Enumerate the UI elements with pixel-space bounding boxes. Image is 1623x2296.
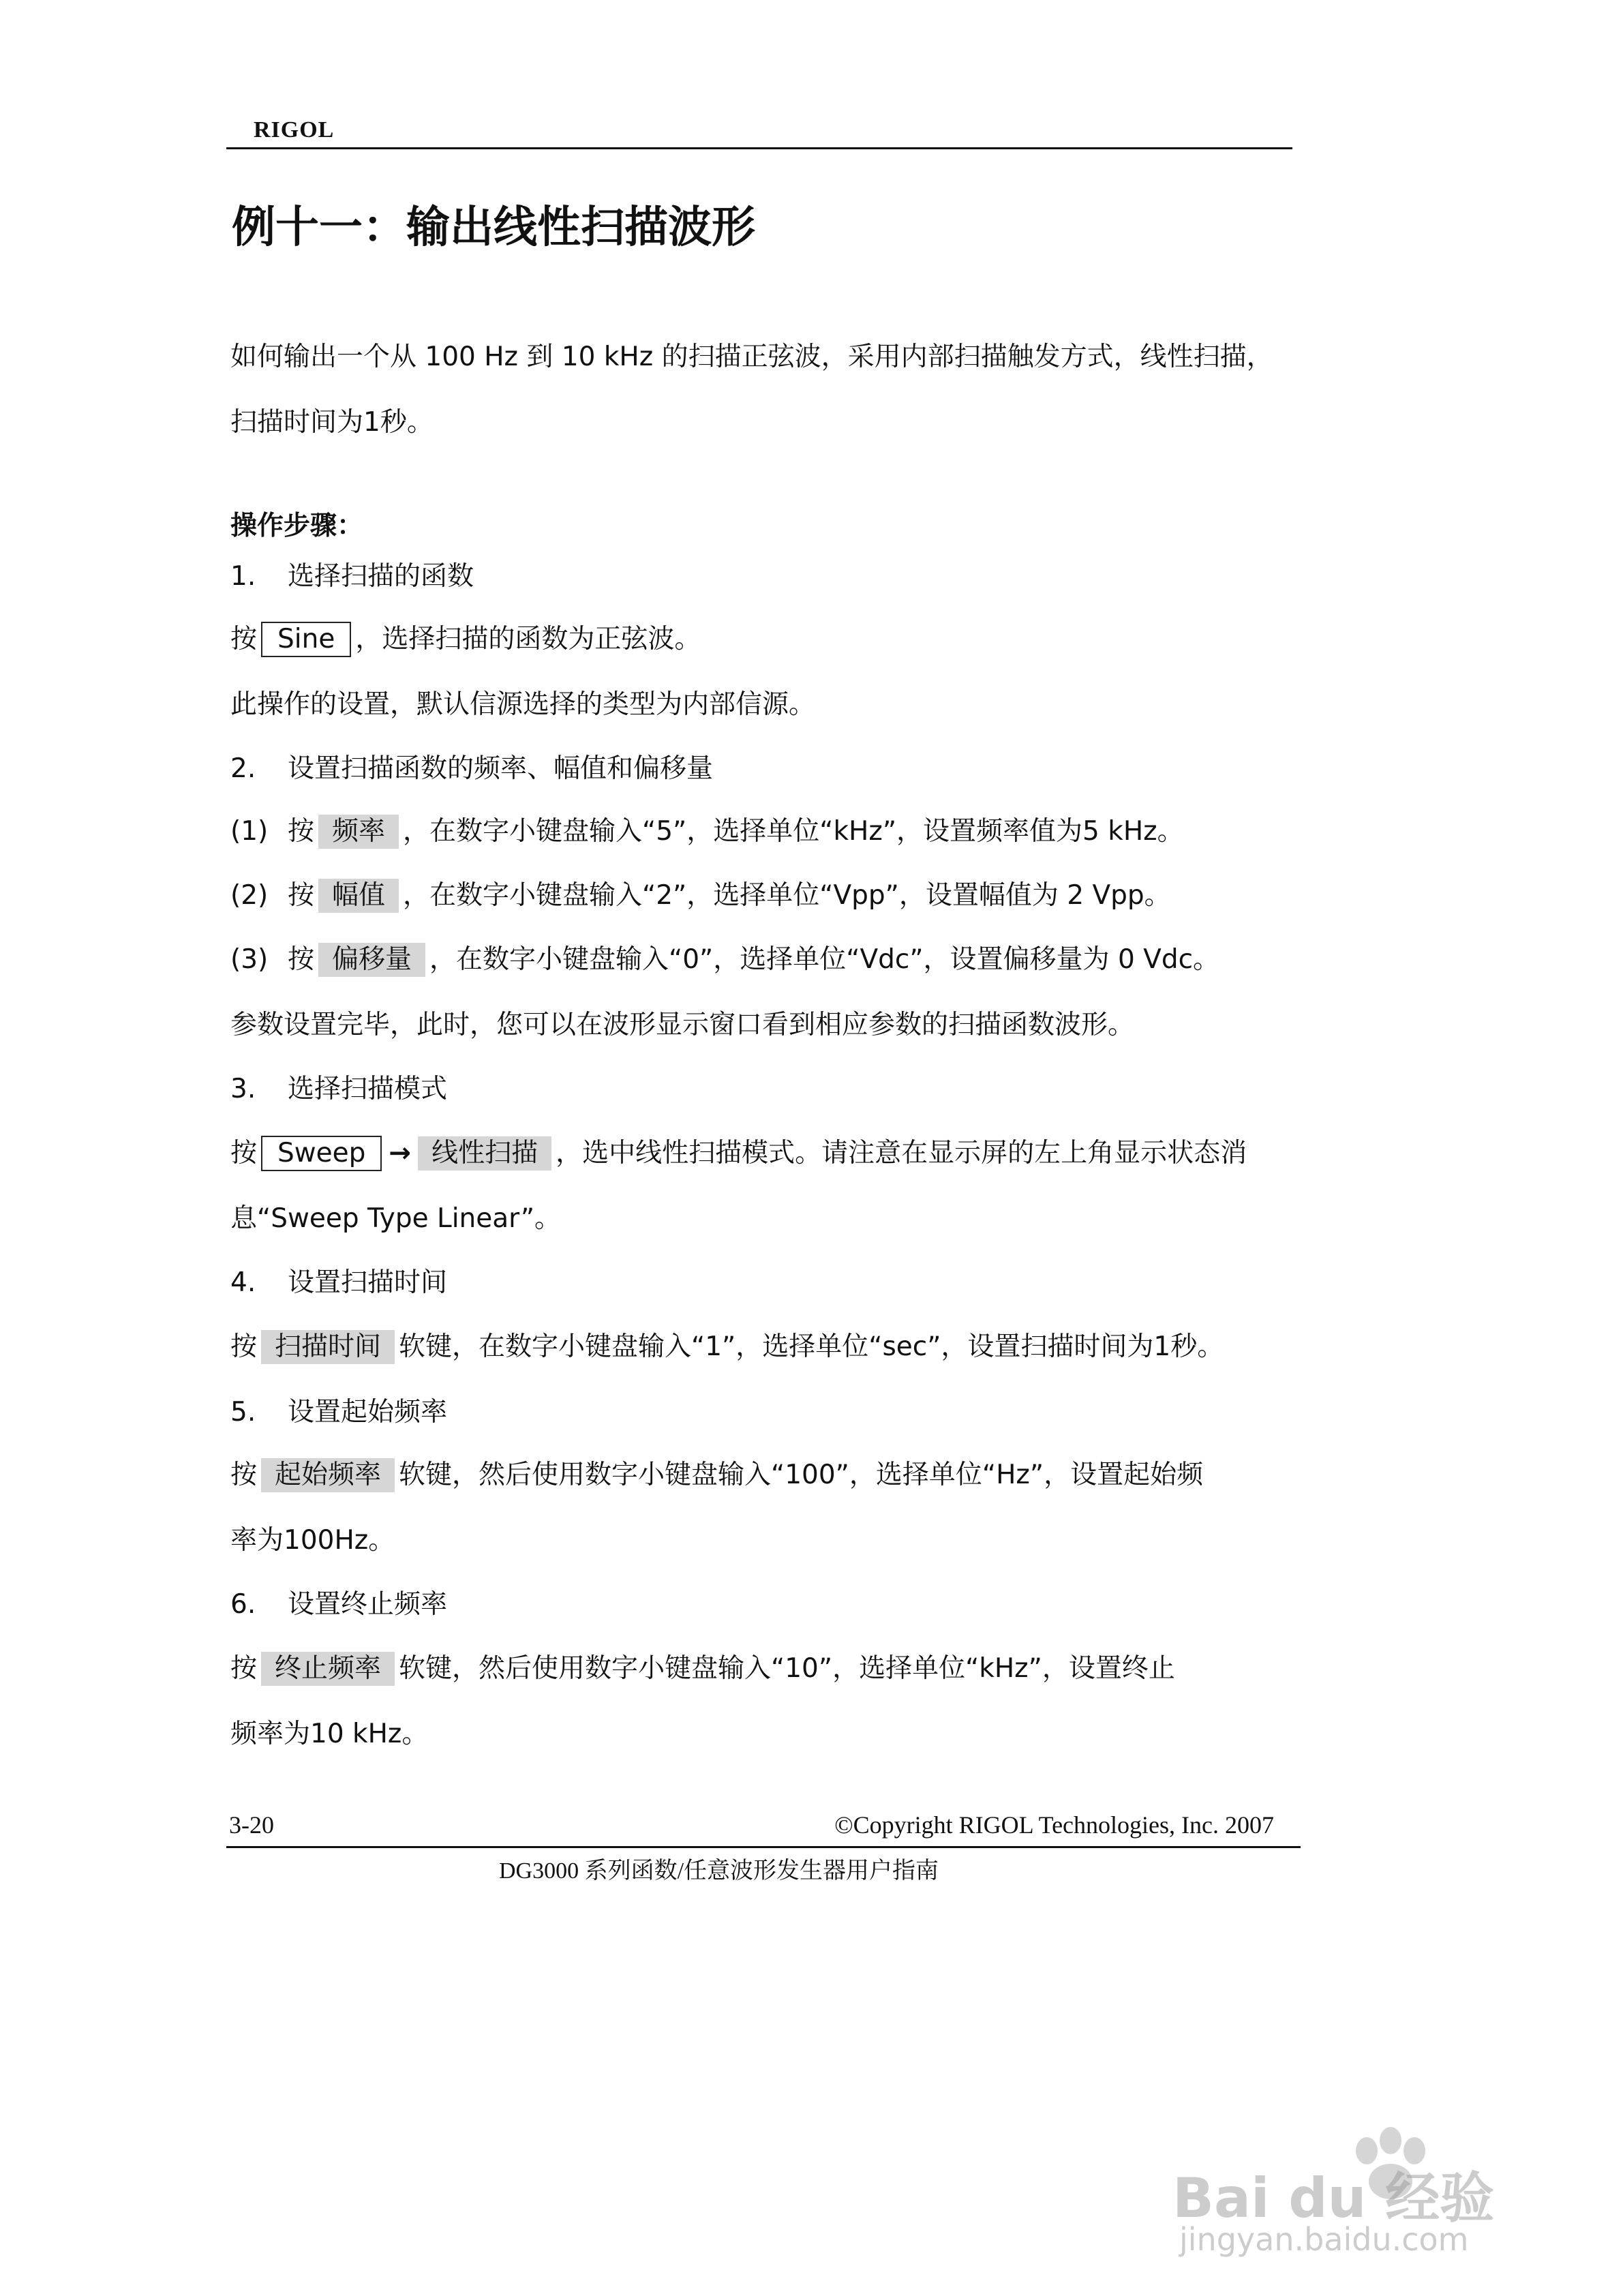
step6-instruction: 按 终止频率 软键，然后使用数字小键盘输入“10”，选择单位“kHz”，设置终止 [230, 1647, 1175, 1686]
watermark-logo: Bai du 经验 [1172, 2166, 1495, 2230]
step5-number: 5. [230, 1397, 256, 1428]
step4-instruction: 按 扫描时间 软键，在数字小键盘输入“1”，选择单位“sec”，设置扫描时间为1秒。 [230, 1325, 1224, 1364]
linear-sweep-softkey: 线性扫描 [418, 1136, 551, 1170]
step2-sub2: (2) 按 幅值 ，在数字小键盘输入“2”，选择单位“Vpp”，设置幅值为 2 Vpp。 [230, 874, 1171, 913]
step1-heading [230, 555, 474, 593]
arrow-right-icon: → [389, 1138, 412, 1168]
step1-instruction: 按 Sine ，选择扫描的函数为正弦波。 [230, 618, 701, 657]
sine-key: Sine [261, 622, 351, 657]
frequency-softkey: 频率 [318, 815, 399, 849]
start-frequency-softkey: 起始频率 [261, 1458, 395, 1492]
step5-continuation: 率为100Hz。 [230, 1525, 395, 1556]
sweep-key: Sweep [261, 1136, 382, 1171]
step6-continuation: 频率为10 kHz。 [230, 1719, 429, 1749]
stop-frequency-softkey: 终止频率 [261, 1652, 395, 1686]
document-title: DG3000 系列函数/任意波形发生器用户指南 [499, 1858, 939, 1884]
step2-title: 设置扫描函数的频率、幅值和偏移量 [288, 753, 714, 784]
brand-label: RIGOL [254, 117, 335, 142]
step2-sub3: (3) 按 偏移量 ，在数字小键盘输入“0”，选择单位“Vdc”，设置偏移量为 0 Vdc。 [230, 938, 1219, 977]
step5-instruction: 按 起始频率 软键，然后使用数字小键盘输入“100”，选择单位“Hz”，设置起始频 [230, 1453, 1203, 1492]
sweep-time-softkey: 扫描时间 [261, 1330, 395, 1364]
step3-title: 选择扫描模式 [288, 1074, 448, 1104]
step3-continuation: 息“Sweep Type Linear”。 [230, 1203, 562, 1234]
copyright-text: ©Copyright RIGOL Technologies, Inc. 2007 [834, 1811, 1274, 1839]
step4-number: 4. [230, 1267, 256, 1298]
step3-instruction: 按 Sweep → 线性扫描 ，选中线性扫描模式。请注意在显示屏的左上角显示状态消 [230, 1132, 1247, 1171]
step1-note: 此操作的设置，默认信源选择的类型为内部信源。 [230, 689, 816, 720]
step6-heading [230, 1583, 447, 1621]
step1-title: 选择扫描的函数 [288, 561, 474, 592]
offset-softkey: 偏移量 [318, 943, 425, 977]
step6-number: 6. [230, 1589, 256, 1620]
intro-paragraph: 如何输出一个从 100 Hz 到 10 kHz 的扫描正弦波，采用内部扫描触发方式，线性扫描，扫描时间为1秒。 [230, 342, 1273, 438]
footer-rule [226, 1846, 1301, 1848]
page-title: 例十一：输出线性扫描波形 [232, 202, 755, 253]
amplitude-softkey: 幅值 [318, 879, 399, 913]
step4-title: 设置扫描时间 [288, 1267, 448, 1298]
step4-heading [230, 1261, 447, 1299]
step2-summary: 参数设置完毕，此时，您可以在波形显示窗口看到相应参数的扫描函数波形。 [230, 1010, 1135, 1040]
step2-heading [230, 747, 713, 785]
steps-heading: 操作步骤： [230, 511, 364, 541]
header-rule [226, 147, 1292, 149]
step3-heading [230, 1068, 447, 1106]
step6-title: 设置终止频率 [288, 1589, 448, 1620]
step3-number: 3. [230, 1074, 256, 1104]
step2-sub1: (1) 按 频率 ，在数字小键盘输入“5”，选择单位“kHz”，设置频率值为5 kHz。 [230, 810, 1184, 849]
watermark-url: jingyan.baidu.com [1179, 2221, 1469, 2258]
step1-number: 1. [230, 561, 256, 592]
step5-heading [230, 1391, 447, 1429]
page-number: 3-20 [229, 1811, 274, 1839]
step2-number: 2. [230, 753, 256, 784]
step5-title: 设置起始频率 [288, 1397, 448, 1428]
